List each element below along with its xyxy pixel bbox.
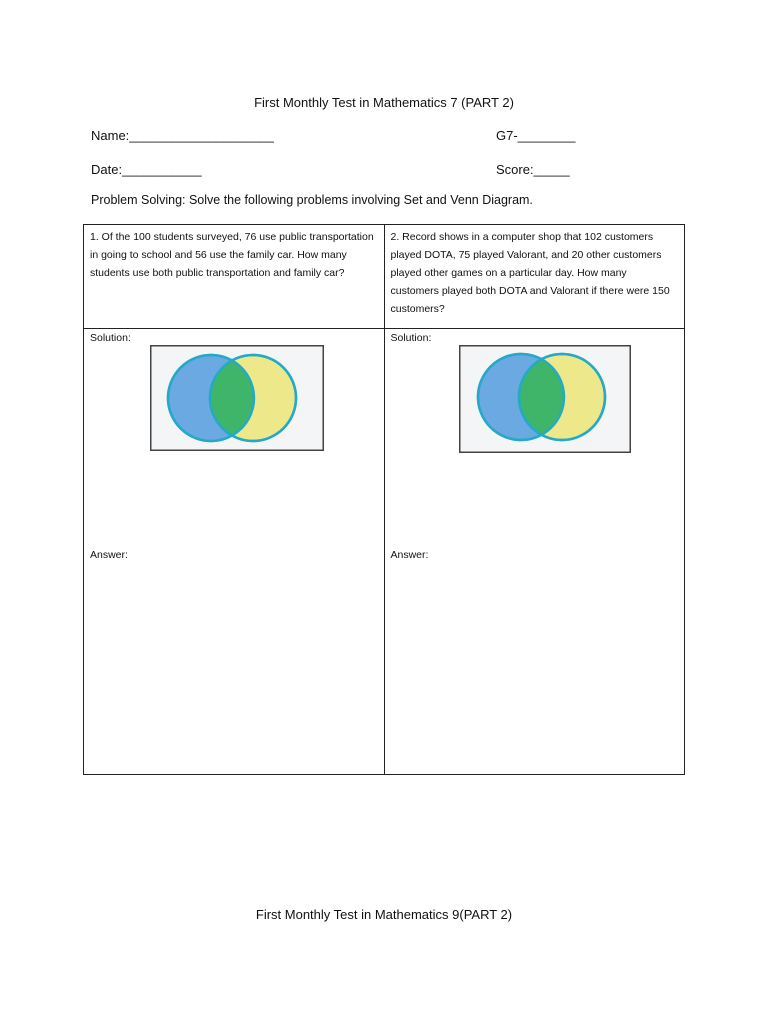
- problem-1-solution-label: Solution:: [90, 332, 131, 344]
- problem-1-venn-diagram: [150, 345, 324, 451]
- questions-row: [84, 225, 685, 329]
- grade-section-field: G7-________: [496, 128, 576, 143]
- test-title: First Monthly Test in Mathematics 7 (PART 2): [254, 95, 514, 110]
- problem-1-cell: [84, 225, 385, 329]
- problem-1-solution-cell: [84, 329, 385, 775]
- score-field: Score:_____: [496, 162, 570, 177]
- solutions-row: [84, 329, 685, 775]
- problem-2-question: 2. Record shows in a computer shop that 102 customers played DOTA, 75 played Valorant, and 20 other customers played other games on a particular day. How many customers played both DOTA and Valorant if there were 150 customers?: [390, 231, 670, 315]
- problem-2-cell: [384, 225, 685, 329]
- name-field: Name:____________________: [91, 128, 274, 143]
- problem-1-answer-label: Answer:: [90, 549, 128, 561]
- next-test-title: First Monthly Test in Mathematics 9(PART 2): [255, 907, 513, 922]
- problem-2-solution-label: Solution:: [390, 332, 432, 344]
- problems-table: [83, 224, 685, 775]
- problem-2-answer-label: Answer:: [390, 549, 429, 561]
- instructions: Problem Solving: Solve the following problems involving Set and Venn Diagram.: [91, 193, 533, 207]
- problem-2-venn-diagram: [459, 345, 631, 453]
- date-field: Date:___________: [91, 162, 202, 177]
- problem-1-question: 1. Of the 100 students surveyed, 76 use public transportation in going to school and 56 use the family car. How many students use both public transportation and family car?: [90, 231, 374, 279]
- problem-2-solution-cell: [384, 329, 685, 775]
